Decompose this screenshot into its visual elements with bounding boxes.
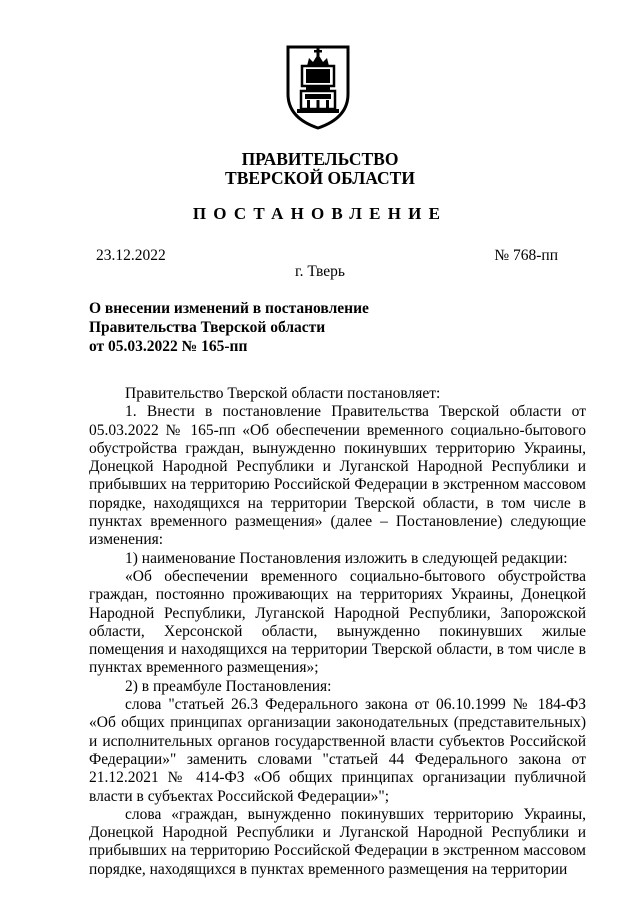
document-number: № 768-пп bbox=[494, 247, 558, 264]
coat-of-arms-icon bbox=[285, 44, 351, 130]
document-date: 23.12.2022 bbox=[96, 247, 166, 264]
body-paragraph: слова "статьей 26.3 Федерального закона от 06.10.1999 № 184-ФЗ «Об общих принципах организации законодательных (представительных) и исполнительных органов государственной власти субъектов Российской Федерации»" заменить словами "статьей 44 Федерального закона от 21.12.2021 № 414-ФЗ «Об общих принципах организации публичной власти в субъектах Российской Федерации»"; bbox=[89, 696, 586, 805]
body-paragraph: слова «граждан, вынужденно покинувших территорию Украины, Донецкой Народной Республики и Луганской Народной Республики и прибывших на территорию Российской Федерации в экстренном массовом порядке, находящихся в пунктах временного размещения на территории bbox=[89, 805, 586, 878]
body-paragraph: 2) в преамбуле Постановления: bbox=[125, 677, 332, 695]
body-paragraph: «Об обеспечении временного социально-бытового обустройства граждан, постоянно проживающих на территориях Украины, Донецкой Народной Республики, Луганской Народной Республики, Запорожской области, Херсонской области, вынужденно покинувших жилые помещения и находящихся на территории Тверской области, в том числе в пунктах временного размещения»; bbox=[89, 567, 586, 677]
body-paragraph: 1) наименование Постановления изложить в следующей редакции: bbox=[125, 549, 568, 567]
subject-line: от 05.03.2022 № 165-пп bbox=[89, 338, 248, 355]
document-subject bbox=[89, 299, 449, 356]
body-paragraph: 1. Внести в постановление Правительства Тверской области от 05.03.2022 № 165-пп «Об обеспечении временного социально-бытового обустройства граждан, вынужденно покинувших территорию Украины, Донецкой Народной Республики и Луганской Народной Республики и прибывших на территорию Российской Федерации в экстренном массовом порядке, находящихся на территории Тверской области, в том числе в пунктах временного размещения» (далее – Постановление) следующие изменения: bbox=[89, 403, 586, 549]
document-body bbox=[89, 385, 586, 879]
body-paragraph: Правительство Тверской области постановляет: bbox=[125, 385, 441, 402]
organization-name-line2: ТВЕРСКОЙ ОБЛАСТИ bbox=[225, 168, 415, 188]
document-city: г. Тверь bbox=[295, 263, 345, 280]
subject-line: Правительства Тверской области bbox=[89, 319, 326, 336]
document-type: ПОСТАНОВЛЕНИЕ bbox=[192, 204, 448, 223]
organization-name-line1: ПРАВИТЕЛЬСТВО bbox=[241, 149, 399, 169]
subject-line: О внесении изменений в постановление bbox=[89, 300, 369, 317]
